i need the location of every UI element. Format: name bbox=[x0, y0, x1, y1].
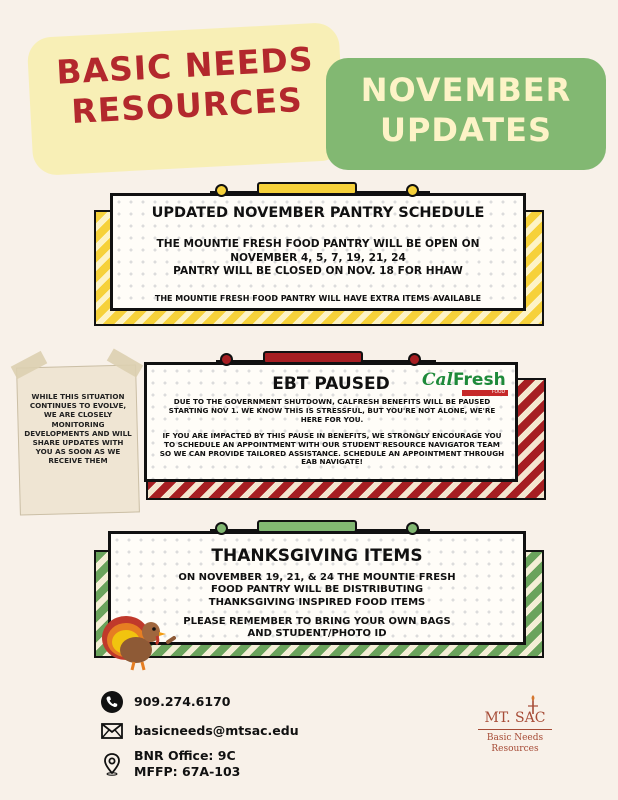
pantry-schedule-line1: THE MOUNTIE FRESH FOOD PANTRY WILL BE OPEN ON bbox=[156, 238, 480, 250]
thanksgiving-line4: PLEASE REMEMBER TO BRING YOUR OWN BAGS bbox=[183, 616, 451, 627]
thanksgiving-line1: ON NOVEMBER 19, 21, & 24 THE MOUNTIE FRESH bbox=[178, 572, 456, 583]
mtsac-logo bbox=[470, 694, 560, 774]
thanksgiving-line5: AND STUDENT/PHOTO ID bbox=[247, 628, 387, 640]
thanksgiving-details bbox=[108, 572, 526, 609]
pantry-title: UPDATED NOVEMBER PANTRY SCHEDULE bbox=[151, 205, 485, 221]
thanksgiving-tab-bar bbox=[257, 520, 357, 533]
contact-email[interactable]: basicneeds@mtsac.edu bbox=[134, 723, 299, 738]
thanksgiving-tab-dot-right bbox=[406, 522, 419, 535]
contact-office: BNR Office: 9C bbox=[134, 748, 236, 763]
ebt-paragraph-2: IF YOU ARE IMPACTED BY THIS PAUSE IN BENEFITS, WE STRONGLY ENCOURAGE YOU TO SCHEDULE AN APPOINTMENT WITH OUR STUDENT RESOURCE NAVIGATOR TEAM SO WE CAN PROVIDE TAILORED ASSISTANCE. SCHEDULE AN APPOINTMENT THROUGH EAB NAVIGATE! bbox=[159, 431, 505, 467]
pantry-tab-bar bbox=[257, 182, 357, 195]
ebt-tab-bar bbox=[263, 351, 363, 364]
ebt-tab-dot-left bbox=[220, 353, 233, 366]
pantry-schedule bbox=[110, 238, 526, 279]
pantry-closure-note: PANTRY WILL BE CLOSED ON NOV. 18 FOR HHAW bbox=[173, 265, 463, 277]
page-subtitle-line1: NOVEMBER bbox=[360, 71, 572, 109]
page-title-line1: BASIC NEEDS bbox=[55, 39, 315, 92]
mtsac-logo-name: MT. SAC bbox=[484, 710, 546, 726]
envelope-icon bbox=[100, 719, 124, 743]
calfresh-logo-fresh: Fresh bbox=[453, 370, 506, 390]
contact-mffp: MFFP: 67A-103 bbox=[134, 764, 241, 779]
mtsac-logo-subtitle bbox=[470, 733, 560, 755]
thanksgiving-tab-dot-left bbox=[215, 522, 228, 535]
ebt-title: EBT PAUSED bbox=[272, 374, 390, 394]
mtsac-logo-divider bbox=[478, 729, 552, 730]
pantry-schedule-dates: NOVEMBER 4, 5, 7, 19, 21, 24 bbox=[230, 251, 406, 264]
location-pin-icon bbox=[100, 752, 124, 776]
turkey-icon bbox=[96, 608, 186, 674]
page-title-line2: RESOURCES bbox=[70, 79, 304, 132]
page-title bbox=[34, 38, 338, 134]
pantry-extra-items-note: THE MOUNTIE FRESH FOOD PANTRY WILL HAVE EXTRA ITEMS AVAILABLE bbox=[154, 294, 482, 303]
calfresh-logo-cal: Cal bbox=[422, 370, 454, 390]
mtsac-logo-line1: Basic Needs bbox=[486, 733, 544, 743]
thanksgiving-title: THANKSGIVING ITEMS bbox=[211, 546, 423, 566]
calfresh-logo bbox=[422, 370, 510, 396]
mtsac-logo-line2: Resources bbox=[491, 744, 539, 754]
pantry-tab-dot-right bbox=[406, 184, 419, 197]
thanksgiving-line3: THANKSGIVING INSPIRED FOOD ITEMS bbox=[208, 596, 426, 608]
page-subtitle bbox=[326, 70, 606, 150]
page-subtitle-line2: UPDATES bbox=[379, 111, 552, 149]
thanksgiving-line2: FOOD PANTRY WILL BE DISTRIBUTING bbox=[210, 584, 424, 596]
phone-icon bbox=[100, 690, 124, 714]
calfresh-logo-sub: FOOD bbox=[462, 390, 508, 396]
ebt-tab-dot-right bbox=[408, 353, 421, 366]
contact-phone[interactable]: 909.274.6170 bbox=[134, 694, 231, 709]
pantry-tab-dot-left bbox=[215, 184, 228, 197]
paper-note-text: WHILE THIS SITUATION CONTINUES TO EVOLVE, WE ARE CLOSELY MONITORING DEVELOPMENTS AND WILL SHARE UPDATES WITH YOU AS SOON AS WE RECEIVE THEM bbox=[24, 392, 132, 466]
ebt-paragraph-1: DUE TO THE GOVERNMENT SHUTDOWN, CALFRESH BENEFITS WILL BE PAUSED STARTING NOV 1. WE KNOW THIS IS STRESSFUL, BUT YOU'RE NOT ALONE, WE'RE HERE FOR YOU. bbox=[168, 397, 496, 424]
